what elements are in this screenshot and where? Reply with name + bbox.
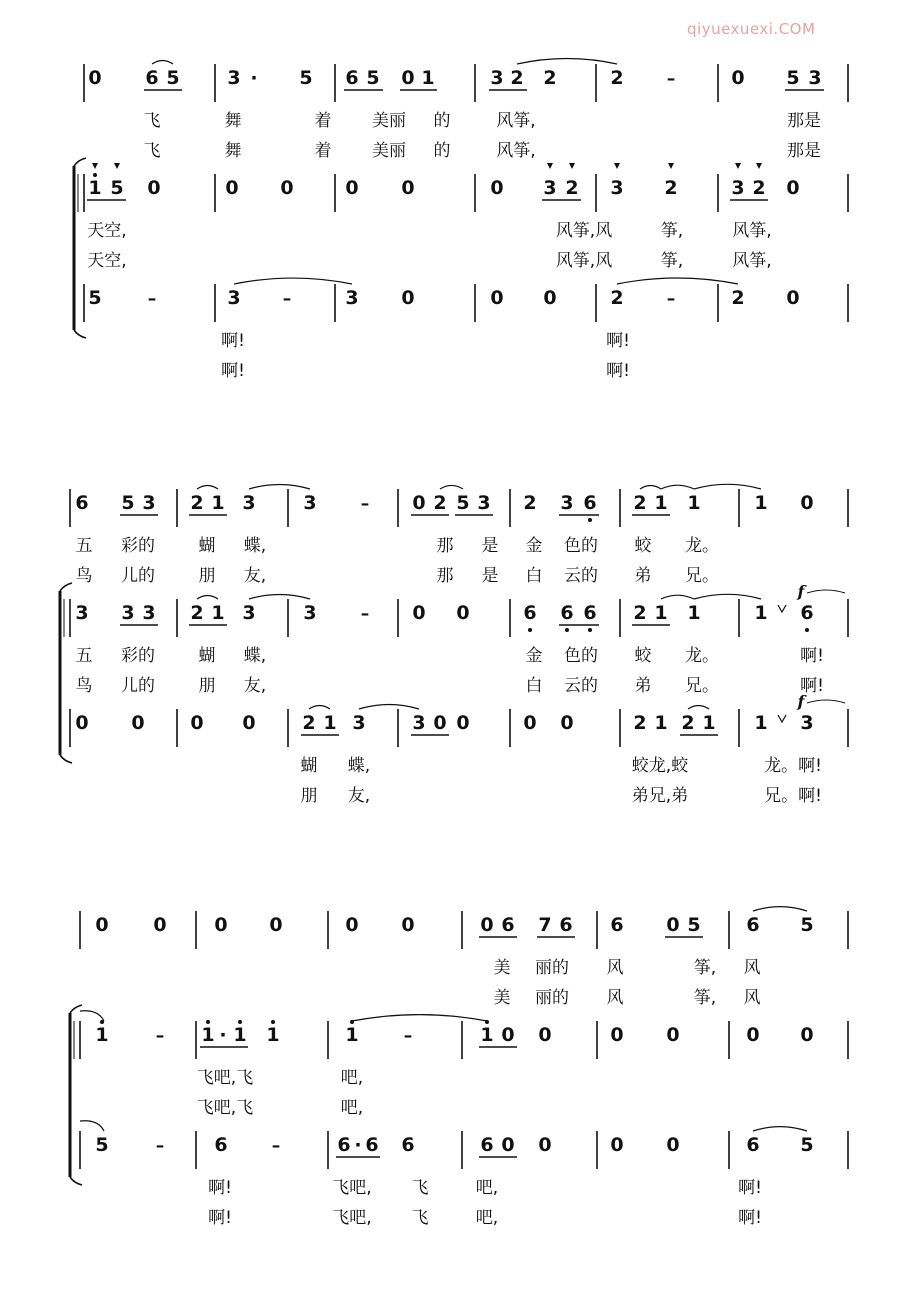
lyric-text: 啊! xyxy=(800,676,824,696)
note: 1 xyxy=(345,1024,359,1046)
note: 3 xyxy=(412,712,426,734)
note: 0 xyxy=(153,914,167,936)
lyric-text: 啊! xyxy=(221,331,245,351)
note: 2 xyxy=(510,67,524,89)
lyric-text: 风 xyxy=(743,958,761,978)
note: 1 xyxy=(754,492,768,514)
note: 0 xyxy=(746,1024,760,1046)
note: 0 xyxy=(225,177,239,199)
dynamic-marking: f xyxy=(797,582,805,601)
note: 5 xyxy=(166,67,180,89)
note: 6 xyxy=(583,492,597,514)
extension-dash: – xyxy=(666,69,676,89)
note: 0 xyxy=(131,712,145,734)
dynamic-slur xyxy=(807,590,845,593)
note: 0 xyxy=(523,712,537,734)
tie-slur xyxy=(694,594,761,599)
lyric-text: 蛟 xyxy=(634,646,652,666)
note: 3 xyxy=(303,602,317,624)
note: 0 xyxy=(95,914,109,936)
note: 0 xyxy=(401,67,415,89)
lyric-text: 五 xyxy=(75,536,93,556)
note: 0 xyxy=(490,287,504,309)
lyric-text: 丽的 xyxy=(535,988,569,1008)
lyric-text: 是 xyxy=(481,566,499,586)
lyric-text: 丽的 xyxy=(535,958,569,978)
note: 6 xyxy=(75,492,89,514)
note: 0 xyxy=(786,287,800,309)
lyric-text: 风筝,风 xyxy=(555,221,613,241)
note: 1 xyxy=(266,1024,280,1046)
note: 0 xyxy=(88,67,102,89)
note: 6 xyxy=(145,67,159,89)
lyric-text: 筝, xyxy=(660,221,684,241)
note: 0 xyxy=(345,177,359,199)
lyric-text: 龙。 xyxy=(685,646,719,666)
note: 5 xyxy=(88,287,102,309)
lyric-text: 美丽 xyxy=(372,141,406,161)
lyric-text: 天空, xyxy=(87,221,127,241)
lyric-text: 龙。啊! xyxy=(764,756,822,776)
note: 6 xyxy=(480,1134,494,1156)
lyric-text: 啊! xyxy=(606,361,630,381)
note: 3 xyxy=(560,492,574,514)
note: 1 xyxy=(654,492,668,514)
lyric-text: 兄。 xyxy=(685,566,719,586)
note: 2 xyxy=(633,492,647,514)
lyric-text: 儿的 xyxy=(121,676,155,696)
note: 6 xyxy=(501,914,515,936)
lyric-text: 啊! xyxy=(738,1208,762,1228)
note: 6 xyxy=(800,602,814,624)
note: 3 xyxy=(808,67,822,89)
note: 0 xyxy=(190,712,204,734)
extension-dash: – xyxy=(155,1026,165,1046)
accent-mark xyxy=(614,163,620,169)
tie-slur xyxy=(352,1015,487,1021)
lyric-text: 飞 xyxy=(143,141,161,161)
lyric-text: 啊! xyxy=(221,361,245,381)
lyric-text: 天空, xyxy=(87,251,127,271)
lyric-text: 弟 xyxy=(634,566,652,586)
lyric-text: 兄。啊! xyxy=(764,786,822,806)
tie-slur xyxy=(617,278,738,284)
lyric-text: 龙。 xyxy=(685,536,719,556)
note: 3 xyxy=(731,177,745,199)
lyric-text: 朋 xyxy=(198,676,216,696)
note: 3 xyxy=(242,492,256,514)
accent-mark xyxy=(735,163,741,169)
lyric-text: 白 xyxy=(525,566,543,586)
note: 0 xyxy=(610,1024,624,1046)
accent-mark xyxy=(547,163,553,169)
note: 0 xyxy=(269,914,283,936)
octave-dot-above xyxy=(206,1020,210,1024)
octave-dot-below xyxy=(588,518,592,522)
bracket-hook-bottom xyxy=(74,330,86,338)
note: 0 xyxy=(731,67,745,89)
lyric-text: 的 xyxy=(433,111,451,131)
dynamic-slur xyxy=(807,700,845,703)
note: 5 xyxy=(786,67,800,89)
lyric-text: 鸟 xyxy=(75,676,93,696)
tie-slur xyxy=(661,485,694,489)
note: 3 xyxy=(142,492,156,514)
note: 2 xyxy=(433,492,447,514)
note: 0 xyxy=(666,914,680,936)
note: 2 xyxy=(302,712,316,734)
lyric-text: 朋 xyxy=(198,566,216,586)
lyric-text: 飞 xyxy=(411,1178,429,1198)
tie-slur xyxy=(197,485,218,489)
note: 0 xyxy=(501,1024,515,1046)
tie-slur xyxy=(249,484,310,489)
lyric-text: 舞 xyxy=(224,111,242,131)
lyric-text: 友, xyxy=(243,566,267,586)
extension-dash: – xyxy=(271,1136,281,1156)
lyric-text: 着 xyxy=(314,111,332,131)
lyric-text: 那是 xyxy=(787,141,821,161)
note: 0 xyxy=(345,914,359,936)
extension-dash: – xyxy=(147,289,157,309)
note: 0 xyxy=(412,602,426,624)
lyric-text: 色的 xyxy=(564,536,598,556)
note: 3 xyxy=(490,67,504,89)
extension-dash: – xyxy=(282,289,292,309)
octave-dot-above xyxy=(238,1020,242,1024)
lyric-text: 啊! xyxy=(738,1178,762,1198)
note: 0 xyxy=(543,287,557,309)
lyric-text: 风筝, xyxy=(496,111,536,131)
note: 0 xyxy=(538,1024,552,1046)
tie-slur xyxy=(688,705,709,709)
lyric-text: 风 xyxy=(606,988,624,1008)
lyric-text: 鸟 xyxy=(75,566,93,586)
lyric-text: 吧, xyxy=(340,1068,364,1088)
extension-dash: – xyxy=(360,494,370,514)
note: 2 xyxy=(523,492,537,514)
note: 0 xyxy=(214,914,228,936)
note: 5 xyxy=(110,177,124,199)
note: 6 xyxy=(559,914,573,936)
note: 7 xyxy=(538,914,552,936)
note: 0 xyxy=(538,1134,552,1156)
note: 0 xyxy=(800,492,814,514)
lyric-text: 筝, xyxy=(693,958,717,978)
note: 1 xyxy=(702,712,716,734)
lyric-text: 彩的 xyxy=(121,536,155,556)
note: 0 xyxy=(501,1134,515,1156)
tie-slur xyxy=(359,705,419,710)
tie-slur xyxy=(753,907,807,911)
note: 1 xyxy=(211,492,225,514)
extension-dash: – xyxy=(403,1026,413,1046)
breath-mark xyxy=(778,715,786,722)
note: 6 xyxy=(523,602,537,624)
note: 3 xyxy=(142,602,156,624)
lyric-text: 飞吧,飞 xyxy=(196,1098,254,1118)
tie-slur xyxy=(661,595,694,599)
accent-mark xyxy=(756,163,762,169)
note: 6 xyxy=(746,914,760,936)
extension-dash: – xyxy=(666,289,676,309)
note: 2 xyxy=(664,177,678,199)
lyric-text: 吧, xyxy=(475,1208,499,1228)
lyric-text: 那 xyxy=(436,536,454,556)
note: 2 xyxy=(565,177,579,199)
note: 2 xyxy=(752,177,766,199)
note: 6 xyxy=(610,914,624,936)
lyric-text: 飞 xyxy=(411,1208,429,1228)
lyric-text: 蝴 xyxy=(198,646,216,666)
note: 0 xyxy=(666,1134,680,1156)
note: 1 xyxy=(88,177,102,199)
note: 2 xyxy=(731,287,745,309)
lyric-text: 色的 xyxy=(564,646,598,666)
octave-dot-below xyxy=(805,628,809,632)
note: 6 xyxy=(401,1134,415,1156)
note: 3 xyxy=(242,602,256,624)
note: 1 xyxy=(233,1024,247,1046)
note: 3 xyxy=(477,492,491,514)
lyric-text: 蝶, xyxy=(347,756,371,776)
note: 0 xyxy=(412,492,426,514)
tie-slur xyxy=(694,484,761,489)
tie-slur xyxy=(309,705,330,709)
lyric-text: 飞吧, xyxy=(332,1208,372,1228)
lyric-text: 蛟龙,蛟 xyxy=(631,756,689,776)
lyric-text: 风筝, xyxy=(732,221,772,241)
note: 0 xyxy=(242,712,256,734)
note: 2 xyxy=(610,287,624,309)
octave-dot-below xyxy=(588,628,592,632)
note: 5 xyxy=(299,67,313,89)
lyric-text: 吧, xyxy=(340,1098,364,1118)
note: 1 xyxy=(687,602,701,624)
lyric-text: 美 xyxy=(493,988,511,1008)
tie-continuation xyxy=(80,1011,104,1021)
note: 2 xyxy=(633,602,647,624)
lyric-text: 风筝,风 xyxy=(555,251,613,271)
note: 3 xyxy=(610,177,624,199)
extension-dash: – xyxy=(155,1136,165,1156)
note: 0 xyxy=(800,1024,814,1046)
tie-slur xyxy=(640,485,661,489)
lyric-text: 风 xyxy=(606,958,624,978)
note: 2 xyxy=(633,712,647,734)
lyric-text: 那是 xyxy=(787,111,821,131)
note: 3 xyxy=(345,287,359,309)
note: 1 xyxy=(480,1024,494,1046)
tie-slur xyxy=(197,595,218,599)
bracket-hook-bottom xyxy=(60,755,72,763)
note: 2 xyxy=(190,602,204,624)
lyric-text: 舞 xyxy=(224,141,242,161)
note: 6 xyxy=(365,1134,379,1156)
note: 6 xyxy=(214,1134,228,1156)
note: 6 xyxy=(583,602,597,624)
tie-slur xyxy=(249,594,310,599)
lyric-text: 飞 xyxy=(143,111,161,131)
lyric-text: 飞吧,飞 xyxy=(196,1068,254,1088)
note: 0 xyxy=(147,177,161,199)
lyric-text: 美丽 xyxy=(372,111,406,131)
note: 1 xyxy=(654,712,668,734)
lyric-text: 那 xyxy=(436,566,454,586)
tie-slur xyxy=(152,60,173,64)
tie-slur xyxy=(234,278,352,284)
lyric-text: 友, xyxy=(243,676,267,696)
note: 0 xyxy=(490,177,504,199)
lyric-text: 啊! xyxy=(208,1178,232,1198)
note: 2 xyxy=(190,492,204,514)
note: 1 xyxy=(201,1024,215,1046)
lyric-text: 的 xyxy=(433,141,451,161)
tie-slur xyxy=(517,59,617,65)
lyric-text: 着 xyxy=(314,141,332,161)
note: 0 xyxy=(456,712,470,734)
note: 0 xyxy=(280,177,294,199)
note: 5 xyxy=(456,492,470,514)
accent-mark xyxy=(114,163,120,169)
note: 0 xyxy=(456,602,470,624)
note: 6 xyxy=(345,67,359,89)
lyric-text: 筝, xyxy=(693,988,717,1008)
lyric-text: 蝶, xyxy=(243,646,267,666)
note: 5 xyxy=(687,914,701,936)
lyric-text: 云的 xyxy=(564,566,598,586)
note: 1 xyxy=(654,602,668,624)
lyric-text: 金 xyxy=(525,536,543,556)
tie-slur xyxy=(753,1127,807,1131)
note: 6 xyxy=(337,1134,351,1156)
note: 3 xyxy=(543,177,557,199)
note: 3 xyxy=(75,602,89,624)
note: 1 xyxy=(95,1024,109,1046)
note: 3 xyxy=(121,602,135,624)
note: 0 xyxy=(401,177,415,199)
dynamic-marking: f xyxy=(797,692,805,711)
lyric-text: 美 xyxy=(493,958,511,978)
note: 0 xyxy=(401,287,415,309)
lyric-text: 兄。 xyxy=(685,676,719,696)
accent-mark xyxy=(92,163,98,169)
note: 0 xyxy=(401,914,415,936)
note: 0 xyxy=(786,177,800,199)
lyric-text: 金 xyxy=(525,646,543,666)
note: 1 xyxy=(421,67,435,89)
octave-dot-above xyxy=(271,1020,275,1024)
lyric-text: 啊! xyxy=(208,1208,232,1228)
lyric-text: 弟 xyxy=(634,676,652,696)
note: 3 xyxy=(227,287,241,309)
extension-dash: – xyxy=(360,604,370,624)
bracket-hook-top xyxy=(70,1005,82,1013)
lyric-text: 风 xyxy=(743,988,761,1008)
tie-continuation xyxy=(80,1121,104,1131)
note: 2 xyxy=(681,712,695,734)
lyric-text: 彩的 xyxy=(121,646,155,666)
octave-dot-below xyxy=(528,628,532,632)
lyric-text: 啊! xyxy=(800,646,824,666)
lyric-text: 蝴 xyxy=(198,536,216,556)
lyric-text: 蝴 xyxy=(300,756,318,776)
note: 0 xyxy=(610,1134,624,1156)
lyric-text: 是 xyxy=(481,536,499,556)
tie-slur xyxy=(440,485,463,489)
note: 0 xyxy=(480,914,494,936)
note: 5 xyxy=(366,67,380,89)
lyric-text: 风筝, xyxy=(732,251,772,271)
accent-mark xyxy=(569,163,575,169)
note: 5 xyxy=(121,492,135,514)
octave-dot-above xyxy=(93,173,97,177)
accent-mark xyxy=(668,163,674,169)
note: 3 xyxy=(227,67,241,89)
lyric-text: 飞吧, xyxy=(332,1178,372,1198)
bracket-hook-bottom xyxy=(70,1177,82,1185)
lyric-text: 弟兄,弟 xyxy=(631,786,689,806)
lyric-text: 吧, xyxy=(475,1178,499,1198)
note: 6 xyxy=(560,602,574,624)
note: 1 xyxy=(754,602,768,624)
lyric-text: 友, xyxy=(347,786,371,806)
lyric-text: 云的 xyxy=(564,676,598,696)
lyric-text: 风筝, xyxy=(496,141,536,161)
lyric-text: 啊! xyxy=(606,331,630,351)
note: 3 xyxy=(800,712,814,734)
note: 3 xyxy=(303,492,317,514)
note: 1 xyxy=(323,712,337,734)
note: 2 xyxy=(610,67,624,89)
note: · xyxy=(354,1134,362,1156)
note: 5 xyxy=(95,1134,109,1156)
note: 0 xyxy=(666,1024,680,1046)
note: 1 xyxy=(687,492,701,514)
lyric-text: 五 xyxy=(75,646,93,666)
lyric-text: 蛟 xyxy=(634,536,652,556)
lyric-text: 白 xyxy=(525,676,543,696)
note: · xyxy=(219,1024,227,1046)
lyric-text: 蝶, xyxy=(243,536,267,556)
note: 0 xyxy=(433,712,447,734)
octave-dot-below xyxy=(565,628,569,632)
lyric-text: 儿的 xyxy=(121,566,155,586)
note: 5 xyxy=(800,914,814,936)
note: 5 xyxy=(800,1134,814,1156)
note: · xyxy=(250,67,258,89)
lyric-text: 朋 xyxy=(300,786,318,806)
note: 3 xyxy=(352,712,366,734)
note: 0 xyxy=(75,712,89,734)
note: 0 xyxy=(560,712,574,734)
note: 1 xyxy=(211,602,225,624)
lyric-text: 筝, xyxy=(660,251,684,271)
note: 6 xyxy=(746,1134,760,1156)
bracket-hook-top xyxy=(60,583,72,591)
note: 1 xyxy=(754,712,768,734)
bracket-hook-top xyxy=(74,158,86,166)
site-watermark: qiyuexuexi.COM xyxy=(687,20,816,38)
note: 2 xyxy=(543,67,557,89)
breath-mark xyxy=(778,605,786,612)
